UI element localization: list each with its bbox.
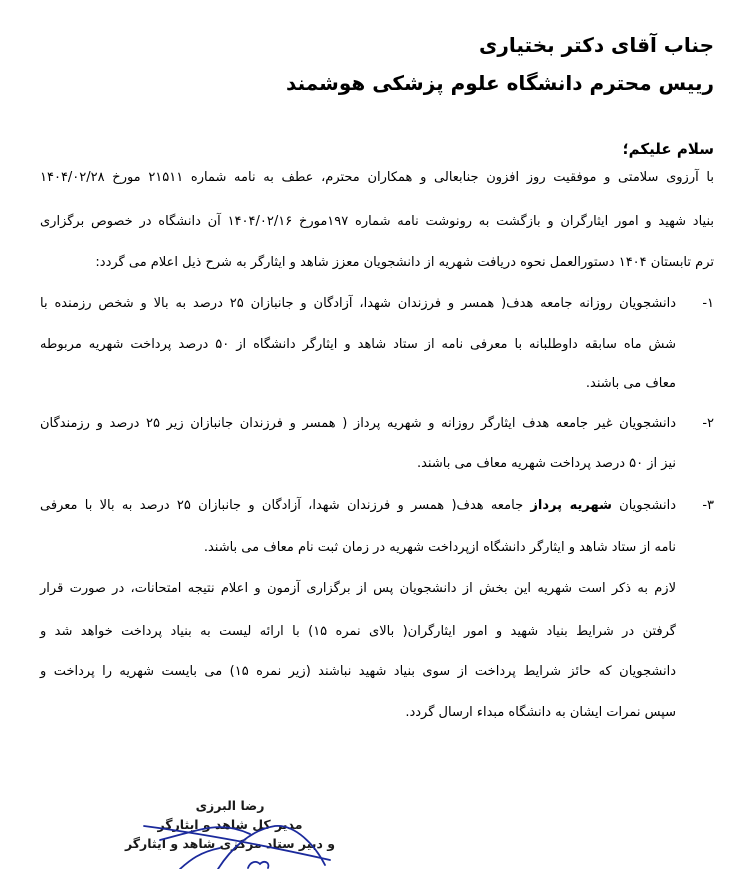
list-item-3-line-2: نامه از ستاد شاهد و ایثارگر دانشگاه ازپرداخت شهریه در زمان ثبت نام معاف می باشند.	[203, 540, 676, 555]
intro-line-2: بنیاد شهید و امور ایثارگران و بازگشت به رونوشت نامه شماره ۱۹۷مورخ ۱۴۰۴/۰۲/۱۶ آن دانشگاه در خصوص برگزاری	[40, 214, 714, 229]
note-line-2: گرفتن در شرایط بنیاد شهید و امور ایثارگران( بالای نمره ۱۵) با ارائه لیست به بنیاد پرداخت خواهد شد و	[40, 624, 676, 639]
note-line-3: دانشجویان که حائز شرایط پرداخت از سوی بنیاد شهید نباشند (زیر نمره ۱۵) می بایست شهریه را پرداخت و	[40, 664, 676, 679]
list-item-2-line-2: نیز از ۵۰ درصد پرداخت شهریه معاف می باشند.	[416, 456, 676, 471]
list-item-1-line-3: معاف می باشند.	[585, 376, 676, 391]
list-item-1-line-2: شش ماه سابقه داوطلبانه با معرفی نامه از ستاد شاهد و ایثارگر دانشگاه از ۵۰ درصد پرداخت شهریه مربوطه	[40, 337, 676, 352]
item-number: ۳-	[702, 498, 715, 513]
list-item-2	[40, 416, 714, 431]
item-text-prefix: دانشجویان	[611, 498, 677, 513]
intro-line-1: با آرزوی سلامتی و موفقیت روز افزون جنابعالی و همکاران محترم، عطف به نامه شماره ۲۱۵۱۱ مورخ ۱۴۰۴/۰۲/۲۸	[40, 170, 714, 185]
list-item-1	[40, 296, 714, 311]
signature-stroke	[248, 862, 268, 868]
item-text-bold: شهریه پرداز	[530, 498, 612, 513]
note-line-1: لازم به ذکر است شهریه این بخش از دانشجویان پس از برگزاری آزمون و اعلام نتیجه امتحانات، در صورت قرار	[40, 581, 676, 596]
addressee-block	[286, 26, 714, 102]
intro-line-3: ترم تابستان ۱۴۰۴ دستورالعمل نحوه دریافت شهریه از دانشجویان معزز شاهد و ایثارگر به شرح ذیل اعلام می گردد:	[95, 255, 714, 270]
item-number: ۲-	[702, 416, 714, 431]
item-number: ۱-	[702, 296, 714, 311]
note-line-4: سپس نمرات ایشان به دانشگاه مبداء ارسال گردد.	[405, 705, 676, 720]
signer-title-1: مدیر کل شاهد و ایثارگر	[157, 817, 303, 832]
signer-title-2: و دبیر ستاد مرکزی شاهد و ایثارگر	[124, 836, 336, 851]
greeting: سلام علیکم؛	[622, 140, 714, 158]
item-text: دانشجویان غیر جامعه هدف ایثارگر روزانه و شهریه پرداز ( همسر و فرزندان جانبازان زیر ۲۵ درصد و رزمندگان	[40, 416, 676, 431]
item-text-rest: جامعه هدف( همسر و فرزندان شهدا، آزادگان و جانبازان ۲۵ درصد به بالا با معرفی	[40, 498, 531, 513]
item-text: دانشجویان روزانه جامعه هدف( همسر و فرزندان شهدا، آزادگان و جانبازان ۲۵ درصد به بالا و شخص رزمنده با	[40, 296, 676, 311]
signature-block	[120, 796, 340, 853]
addressee-title: رییس محترم دانشگاه علوم پزشکی هوشمند	[286, 71, 714, 95]
list-item-3	[40, 498, 714, 513]
signer-name: رضا البرزی	[195, 798, 265, 813]
addressee-name: جناب آقای دکتر بختیاری	[479, 33, 714, 57]
